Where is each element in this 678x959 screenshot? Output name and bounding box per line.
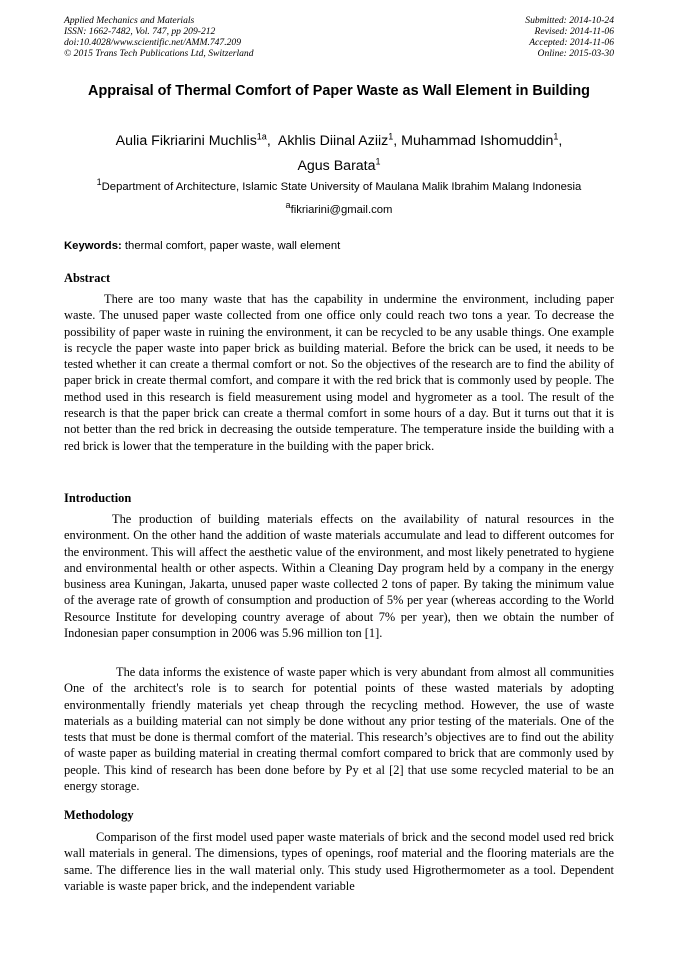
affiliation-text: Department of Architecture, Islamic State University of Maulana Malik Ibrahim Malang Indonesia — [101, 181, 582, 193]
issn-line: ISSN: 1662-7482, Vol. 747, pp 209-212 — [64, 26, 216, 37]
submitted-date: Submitted: 2014-10-24 — [525, 15, 614, 26]
copyright-line: © 2015 Trans Tech Publications Ltd, Switzerland — [64, 48, 254, 59]
dates-info — [525, 15, 614, 59]
author-name: Aulia Fikriarini Muchlis — [115, 133, 257, 149]
contact-email — [40, 200, 638, 218]
revised-date: Revised: 2014-11-06 — [534, 26, 614, 37]
author-superscript: 1 — [375, 156, 381, 167]
methodology-paragraph: Comparison of the first model used paper waste materials of brick and the second model used red brick wall materials in general. The dimensions, types of openings, roof material and the flooring materials are the same. The difference lies in the wall material only. This study used Higrothermometer as a tool. Dependent variable is waste paper brick, and the independent variable — [64, 830, 614, 893]
author-superscript: 1 — [553, 131, 559, 142]
introduction-paragraph-1: The production of building materials effects on the availability of natural resources in the environment. On the other hand the addition of waste materials accumulate and lead to different outcomes for the environment. This will affect the aesthetic value of the environment, and most likely penetrated to hygiene and environmental health or other aspects. Within a Cleaning Day program held by a company in the energy business area Kuningan, Jakarta, unused paper waste collected 2 tons of paper. By taking the minimum value of the average rate of growth of consumption and production of 5% per year (whereas according to the World Resource Institute for developing country average of about 7% per year), then we obtain the number of Indonesian paper consumption in 2006 was 5.96 million ton [1]. — [64, 512, 614, 641]
abstract-heading: Abstract — [64, 271, 111, 285]
paper-title: Appraisal of Thermal Comfort of Paper Waste as Wall Element in Building — [88, 83, 590, 99]
author-list: Aulia Fikriarini Muchlis$^{1a}$, Akhlis Diinal Aziiz$^1$, Muhammad Ishomuddin$^1$, Agus Barata$^1$ — [115, 131, 563, 174]
author-name: Agus Barata — [297, 158, 376, 174]
keywords — [64, 239, 614, 254]
keywords-text: thermal comfort, paper waste, wall element — [121, 240, 341, 252]
introduction-paragraph-2: The data informs the existence of waste paper which is very abundant from almost all communities One of the architect's role is to search for potential points of these wasted materials by adopting environmentally friendly materials yet cheap through the recycling method. However, the use of waste materials as a building material can not simply be done without any prior testing of the materials. One of the tests that must be done is thermal comfort of the material. This research’s objectives are to find out the ability of waste paper as building material in creating thermal comfort compared to brick that are commonly used by people. This kind of research has been done before by Py et al [2] that use some recycled material to be an energy storage. — [64, 665, 614, 794]
email-address: fikriarini@gmail.com — [290, 204, 393, 216]
journal-name: Applied Mechanics and Materials — [64, 15, 195, 26]
methodology-heading: Methodology — [64, 808, 134, 822]
author-name: Muhammad Ishomuddin — [401, 133, 554, 149]
author-name: Akhlis Diinal Aziiz — [277, 133, 389, 149]
author-superscript: 1a — [256, 131, 267, 142]
accepted-date: Accepted: 2014-11-06 — [529, 37, 614, 48]
online-date: Online: 2015-03-30 — [537, 48, 614, 59]
email-superscript: a — [285, 200, 291, 211]
affiliation-superscript: 1 — [96, 177, 102, 188]
introduction-heading: Introduction — [64, 491, 132, 505]
keywords-label: Keywords: — [64, 240, 122, 252]
abstract-paragraph: There are too many waste that has the capability in undermine the environment, including paper waste. The unused paper waste collected from one office only could reach two tons a year. To decrease the possibility of paper waste in ruining the environment, it can be recycled to be any usable things. One example is recycle the paper waste into paper brick as building material. Before the brick can be used, it needs to be tested whether it can create a thermal comfort or not. So the objectives of the research are to find the ability of paper brick in create thermal comfort, and compare it with the red brick that is commonly used by people. The method used in this research is field measurement using model and hygrometer as a tool. The result of the research is that the paper brick can create a thermal comfort in some hours of a day. But it turns out that it is not better than the red brick in decreasing the outside temperature. The temperature inside the building with a red brick is lower that the temperature in the building with the paper brick. — [64, 292, 614, 453]
affiliation — [40, 177, 638, 195]
journal-info — [64, 15, 254, 59]
doi-line: doi:10.4028/www.scientific.net/AMM.747.209 — [64, 37, 242, 48]
author-superscript: 1 — [388, 131, 394, 142]
